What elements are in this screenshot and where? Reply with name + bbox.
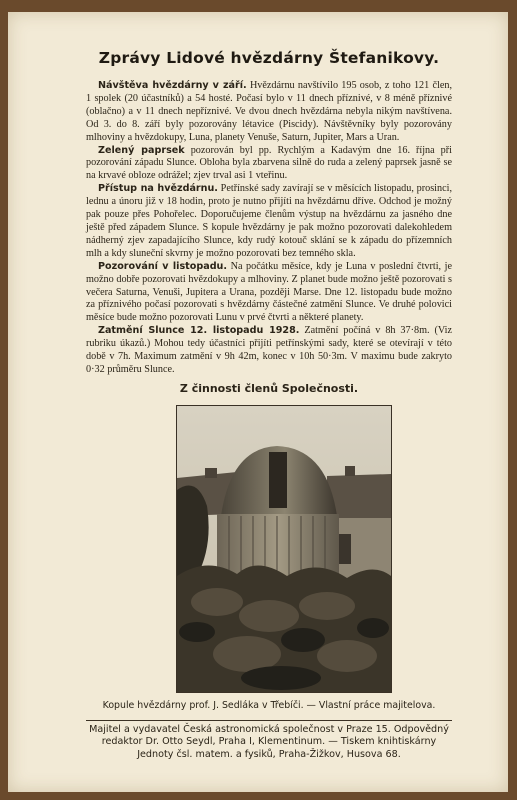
article-body [86, 80, 452, 396]
paragraph [86, 183, 452, 260]
observatory-dome-illustration [177, 406, 391, 692]
paragraph-text: Hvězdárnu navštívilo 195 osob, z toho 121 člen, 1 spolek (20 účastníků) a 54 hosté. Počasí bylo v 11 dnech příznivé, v 8 méně příznivé (oblačno) a v 11 dnech nepříznivé. Ve dvou dnech hvězdárna nebyla nikým navštívena. Od 3. do 8. září byly pozorovány létavice (Piscidy). Návštěvníky byly pozorovány mlhoviny a hvězdokupy, Luna, planety Venuše, Saturn, Jupiter, Mars a Uran. [86, 80, 452, 143]
page-title: Zprávy Lidové hvězdárny Štefanikovy. [98, 49, 440, 67]
paragraph-heading: Pozorování v listopadu. [98, 260, 228, 272]
paragraph-text: Zatmění počíná v 8h 37·8m. (Viz rubriku úkazů.) Mohou tedy účastníci přijíti petřínskými sady, které se otevírají v této době v 7h. Maximum zatmění v 9h 42m, konec v 10h 50·3m. V maximu bude zakryto 0·32 průměru Slunce. [86, 325, 452, 375]
publisher-imprint: Majitel a vydavatel Česká astronomická společnost v Praze 15. Odpovědný redaktor Dr. Otto Seydl, Praha I, Klementinum. — Tiskem knihtiskárny Jednoty čsl. matem. a fysiků, Praha-Žižkov, Husova 68. [89, 724, 449, 760]
paragraph-heading: Návštěva hvězdárny v září. [98, 80, 247, 91]
paragraph-heading: Zelený paprsek [98, 144, 185, 156]
paragraph-text: Na počátku měsíce, kdy je Luna v poslední čtvrti, je možno dobře pozorovati hvězdokupy a mlhoviny. Z planet bude možno ještě pozorovati s večera Saturna, Venuši, Jupitera a Urana, později Marse. Dne 12. listopadu bude možno za příznivého počasí pozorovati s hvězdárny částečné zatmění Slunce. Ve druhé polovici měsíce bude možno pozorovati Lunu v prvé čtvrti a některé planety. [86, 260, 452, 324]
footer-divider [86, 720, 452, 721]
paragraph [86, 80, 452, 145]
observatory-photo [176, 405, 392, 693]
paragraph-heading: Přístup na hvězdárnu. [98, 183, 218, 195]
paragraph [86, 261, 452, 326]
section-subheading: Z činnosti členů Společnosti. [179, 381, 359, 395]
paragraph-text: pozorován byl pp. Rychlým a Kadavým dne 16. října při pozorování západu Slunce. Obloha byla zbarvena silně do ruda a zelený paprsek jasně se na krvavé obloze odrážel; zjev trval asi 1 vteřinu. [86, 144, 452, 182]
photo-caption: Kopule hvězdárny prof. J. Sedláka v Třebíči. — Vlastní práce majitelova. [102, 700, 436, 711]
paragraph [86, 145, 452, 184]
paragraph-heading: Zatmění Slunce 12. listopadu 1928. [98, 325, 300, 337]
paragraph-text: Petřínské sady zavírají se v měsících listopadu, prosinci, lednu a únoru již v 18 hodin, proto je nutno přijíti na hvězdárnu dříve. Odchod je možný pak pouze přes Pohořelec. Doporučujeme členům výstup na hvězdárnu za jasného dne ještě před západem Slunce. S kopule hvězdárny je pak možno pozorovati dalekohledem nádherný zjev zapadajícího Slunce, kdy rudý kotouč sklání se k západu do přízemních mlh a kdy sluneční skvrny je možno pozorovati bez temného skla. [86, 183, 452, 259]
paragraph [86, 325, 452, 377]
